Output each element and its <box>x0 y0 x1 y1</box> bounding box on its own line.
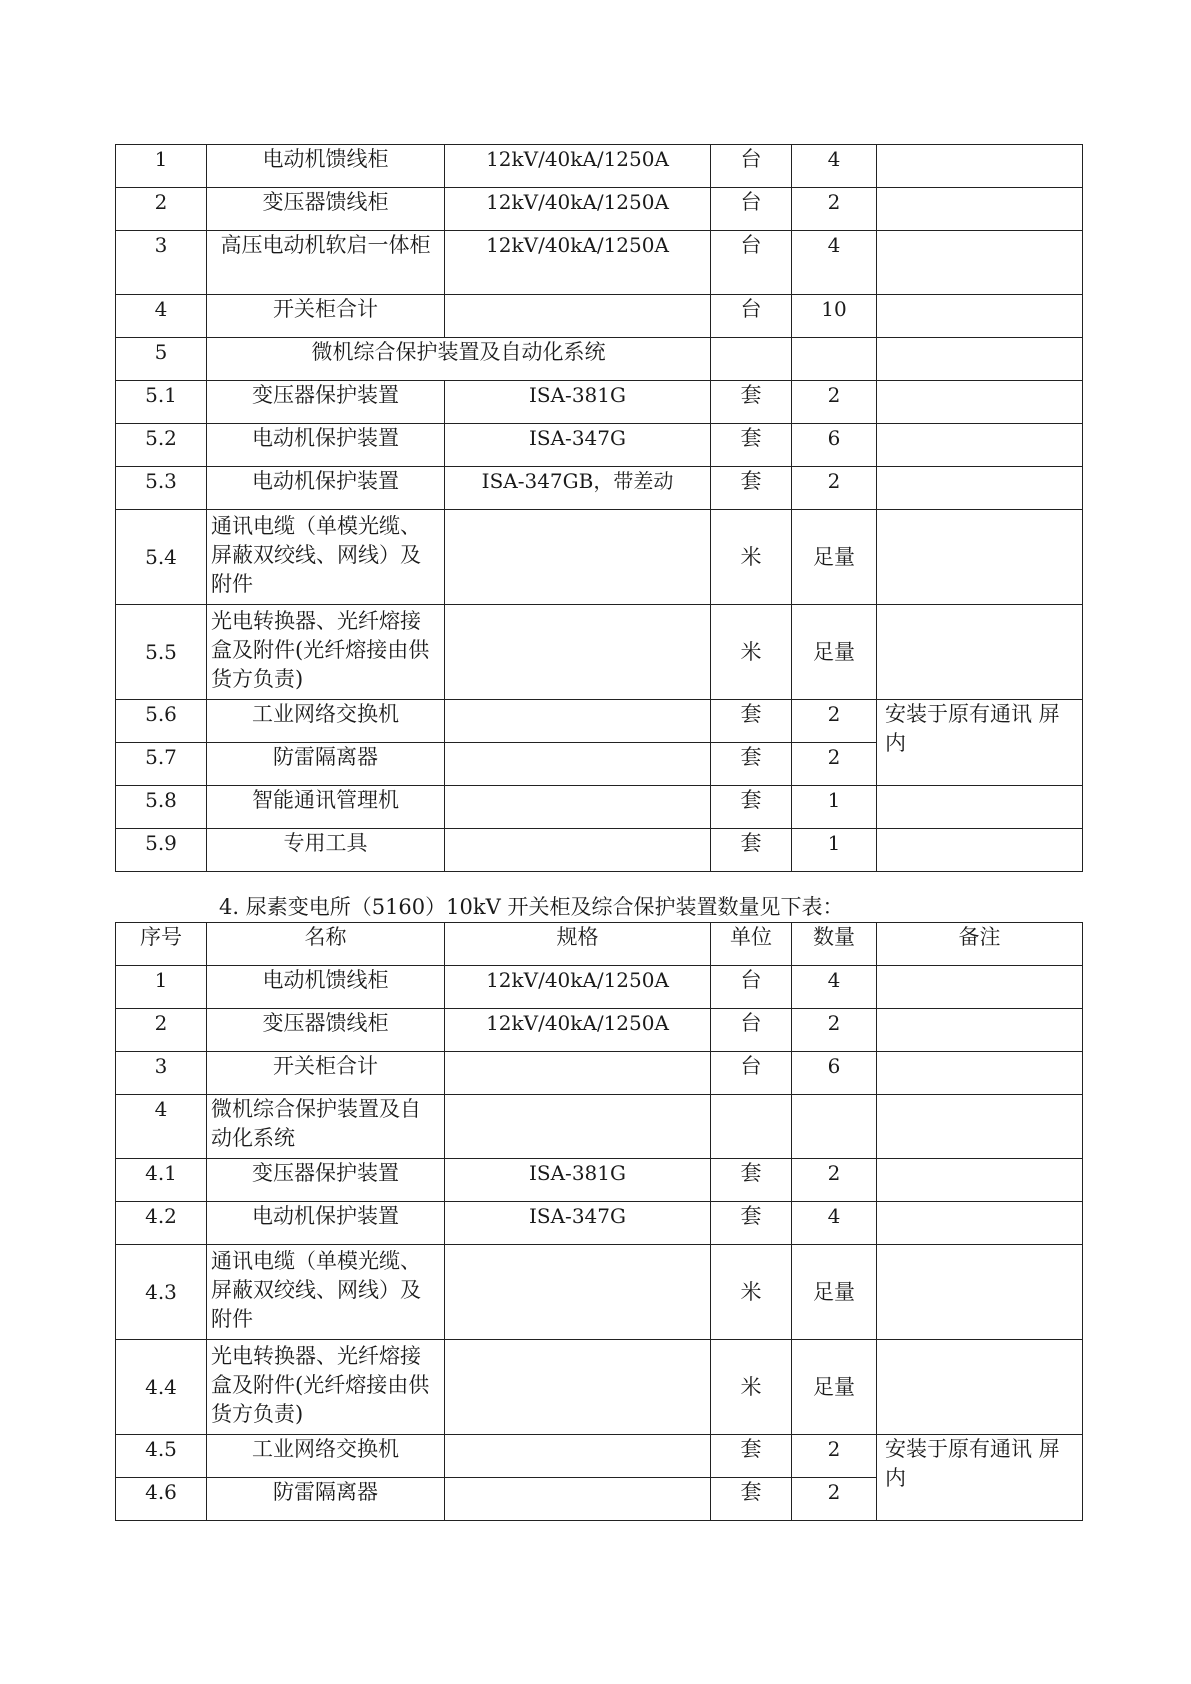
item-quantity <box>792 338 877 381</box>
item-name: 高压电动机软启一体柜 <box>207 231 445 295</box>
table-row <box>116 829 1083 872</box>
item-quantity: 2 <box>792 467 877 510</box>
item-note <box>877 510 1083 605</box>
table-row <box>116 1009 1083 1052</box>
table-row <box>116 188 1083 231</box>
item-name: 防雷隔离器 <box>207 1478 445 1521</box>
item-quantity: 1 <box>792 829 877 872</box>
equipment-table-1 <box>115 144 1083 872</box>
item-quantity: 4 <box>792 231 877 295</box>
item-unit: 米 <box>711 1245 792 1340</box>
row-number: 5.1 <box>116 381 207 424</box>
item-name: 变压器保护装置 <box>207 1159 445 1202</box>
section-caption: 4. 尿素变电所（5160）10kV 开关柜及综合保护装置数量见下表： <box>219 895 844 919</box>
item-quantity: 2 <box>792 188 877 231</box>
row-number: 5.8 <box>116 786 207 829</box>
item-unit: 套 <box>711 829 792 872</box>
table-row <box>116 1052 1083 1095</box>
item-name: 工业网络交换机 <box>207 1435 445 1478</box>
item-quantity <box>792 1095 877 1159</box>
item-unit: 套 <box>711 381 792 424</box>
item-spec: ISA-347G <box>445 424 711 467</box>
item-unit: 套 <box>711 1202 792 1245</box>
item-unit: 台 <box>711 1009 792 1052</box>
item-quantity: 足量 <box>792 510 877 605</box>
item-quantity: 6 <box>792 1052 877 1095</box>
item-unit: 米 <box>711 605 792 700</box>
item-spec <box>445 510 711 605</box>
item-spec <box>445 786 711 829</box>
item-name: 开关柜合计 <box>207 295 445 338</box>
item-spec <box>445 295 711 338</box>
item-quantity: 4 <box>792 145 877 188</box>
item-unit: 套 <box>711 424 792 467</box>
row-number: 1 <box>116 966 207 1009</box>
item-name: 变压器馈线柜 <box>207 188 445 231</box>
item-spec <box>445 1340 711 1435</box>
item-name: 光电转换器、光纤熔接盒及附件(光纤熔接由供货方负责) <box>207 605 445 700</box>
item-name: 工业网络交换机 <box>207 700 445 743</box>
item-name: 专用工具 <box>207 829 445 872</box>
item-note <box>877 295 1083 338</box>
item-note <box>877 786 1083 829</box>
item-unit: 台 <box>711 295 792 338</box>
item-unit: 台 <box>711 966 792 1009</box>
item-unit: 套 <box>711 743 792 786</box>
item-unit: 台 <box>711 231 792 295</box>
item-name: 光电转换器、光纤熔接盒及附件(光纤熔接由供货方负责) <box>207 1340 445 1435</box>
item-name: 通讯电缆（单模光缆、屏蔽双绞线、网线）及附件 <box>207 510 445 605</box>
item-unit: 米 <box>711 510 792 605</box>
item-unit: 台 <box>711 145 792 188</box>
item-note <box>877 188 1083 231</box>
row-number: 2 <box>116 188 207 231</box>
row-number: 3 <box>116 1052 207 1095</box>
row-number: 4.1 <box>116 1159 207 1202</box>
item-note <box>877 1009 1083 1052</box>
row-number: 4.4 <box>116 1340 207 1435</box>
item-quantity: 2 <box>792 1478 877 1521</box>
table-row <box>116 1095 1083 1159</box>
item-unit: 米 <box>711 1340 792 1435</box>
table-row <box>116 700 1083 743</box>
table-row <box>116 966 1083 1009</box>
item-quantity: 足量 <box>792 1245 877 1340</box>
item-name: 电动机保护装置 <box>207 1202 445 1245</box>
table-row <box>116 1340 1083 1435</box>
row-number: 4.2 <box>116 1202 207 1245</box>
item-spec: 12kV/40kA/1250A <box>445 1009 711 1052</box>
item-name: 微机综合保护装置及自动化系统 <box>207 1095 445 1159</box>
header-note: 备注 <box>877 923 1083 966</box>
item-unit: 套 <box>711 700 792 743</box>
item-spec: 12kV/40kA/1250A <box>445 188 711 231</box>
item-quantity: 2 <box>792 1159 877 1202</box>
header-spec: 规格 <box>445 923 711 966</box>
item-note <box>877 1245 1083 1340</box>
row-number: 4 <box>116 1095 207 1159</box>
item-note <box>877 1202 1083 1245</box>
item-note <box>877 829 1083 872</box>
item-quantity: 2 <box>792 1009 877 1052</box>
item-note <box>877 145 1083 188</box>
header-quantity: 数量 <box>792 923 877 966</box>
item-note <box>877 966 1083 1009</box>
item-quantity: 10 <box>792 295 877 338</box>
row-number: 4.5 <box>116 1435 207 1478</box>
item-quantity: 1 <box>792 786 877 829</box>
item-quantity: 6 <box>792 424 877 467</box>
item-name: 电动机保护装置 <box>207 424 445 467</box>
table-row <box>116 145 1083 188</box>
row-number: 4.6 <box>116 1478 207 1521</box>
item-spec: 12kV/40kA/1250A <box>445 966 711 1009</box>
table-row <box>116 605 1083 700</box>
item-unit: 套 <box>711 1478 792 1521</box>
item-quantity: 足量 <box>792 1340 877 1435</box>
item-unit: 套 <box>711 1159 792 1202</box>
item-quantity: 4 <box>792 966 877 1009</box>
item-name: 变压器保护装置 <box>207 381 445 424</box>
item-unit <box>711 338 792 381</box>
table-row <box>116 1245 1083 1340</box>
item-spec <box>445 829 711 872</box>
item-note <box>877 467 1083 510</box>
item-unit: 台 <box>711 1052 792 1095</box>
item-spec <box>445 1052 711 1095</box>
item-note: 安装于原有通讯 屏内 <box>877 1435 1083 1521</box>
item-note <box>877 1095 1083 1159</box>
item-note <box>877 231 1083 295</box>
item-spec <box>445 1435 711 1478</box>
row-number: 1 <box>116 145 207 188</box>
header-unit: 单位 <box>711 923 792 966</box>
item-note <box>877 381 1083 424</box>
table-row <box>116 786 1083 829</box>
item-spec <box>445 1478 711 1521</box>
row-number: 2 <box>116 1009 207 1052</box>
item-note <box>877 1052 1083 1095</box>
table-row <box>116 1435 1083 1478</box>
item-spec <box>445 700 711 743</box>
item-quantity: 2 <box>792 381 877 424</box>
item-spec <box>445 605 711 700</box>
item-spec <box>445 1245 711 1340</box>
row-number: 5.5 <box>116 605 207 700</box>
item-unit: 套 <box>711 1435 792 1478</box>
item-name: 智能通讯管理机 <box>207 786 445 829</box>
item-note: 安装于原有通讯 屏内 <box>877 700 1083 786</box>
item-quantity: 4 <box>792 1202 877 1245</box>
item-name: 微机综合保护装置及自动化系统 <box>207 338 711 381</box>
item-quantity: 2 <box>792 1435 877 1478</box>
item-unit: 套 <box>711 467 792 510</box>
item-note <box>877 338 1083 381</box>
item-name: 通讯电缆（单模光缆、屏蔽双绞线、网线）及附件 <box>207 1245 445 1340</box>
table-row <box>116 510 1083 605</box>
table-row <box>116 381 1083 424</box>
item-spec: 12kV/40kA/1250A <box>445 231 711 295</box>
item-name: 电动机馈线柜 <box>207 966 445 1009</box>
item-spec <box>445 743 711 786</box>
item-quantity: 2 <box>792 700 877 743</box>
table-row <box>116 338 1083 381</box>
item-spec: 12kV/40kA/1250A <box>445 145 711 188</box>
item-name: 电动机保护装置 <box>207 467 445 510</box>
row-number: 3 <box>116 231 207 295</box>
row-number: 5 <box>116 338 207 381</box>
item-note <box>877 424 1083 467</box>
item-unit <box>711 1095 792 1159</box>
equipment-table-2 <box>115 922 1083 1521</box>
item-quantity: 足量 <box>792 605 877 700</box>
item-spec <box>445 1095 711 1159</box>
table-row <box>116 1202 1083 1245</box>
table-row <box>116 424 1083 467</box>
row-number: 5.2 <box>116 424 207 467</box>
item-name: 防雷隔离器 <box>207 743 445 786</box>
item-quantity: 2 <box>792 743 877 786</box>
row-number: 5.7 <box>116 743 207 786</box>
item-name: 电动机馈线柜 <box>207 145 445 188</box>
item-note <box>877 605 1083 700</box>
item-note <box>877 1340 1083 1435</box>
item-unit: 套 <box>711 786 792 829</box>
row-number: 4.3 <box>116 1245 207 1340</box>
row-number: 5.6 <box>116 700 207 743</box>
table-row <box>116 295 1083 338</box>
item-spec: ISA-347G <box>445 1202 711 1245</box>
item-name: 开关柜合计 <box>207 1052 445 1095</box>
item-spec: ISA-381G <box>445 1159 711 1202</box>
table-row <box>116 231 1083 295</box>
item-note <box>877 1159 1083 1202</box>
row-number: 5.4 <box>116 510 207 605</box>
table-row <box>116 1159 1083 1202</box>
row-number: 5.3 <box>116 467 207 510</box>
item-name: 变压器馈线柜 <box>207 1009 445 1052</box>
header-no: 序号 <box>116 923 207 966</box>
header-name: 名称 <box>207 923 445 966</box>
table-header-row <box>116 923 1083 966</box>
item-unit: 台 <box>711 188 792 231</box>
item-spec: ISA-381G <box>445 381 711 424</box>
item-spec: ISA-347GB，带差动 <box>445 467 711 510</box>
row-number: 5.9 <box>116 829 207 872</box>
table-row <box>116 467 1083 510</box>
row-number: 4 <box>116 295 207 338</box>
